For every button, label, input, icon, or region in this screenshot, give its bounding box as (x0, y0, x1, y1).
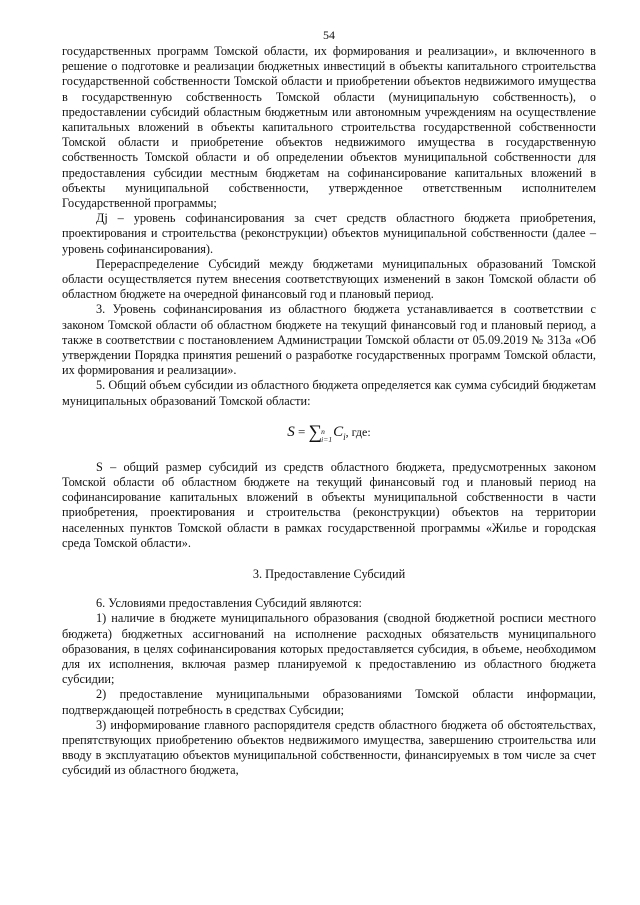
formula-upper-limit: n (321, 426, 325, 436)
formula-term-subscript: i (343, 431, 346, 442)
formula-lower-limit: i=1 (321, 434, 333, 444)
formula-equals: = (298, 423, 306, 439)
paragraph: 6. Условиями предоставления Субсидий являются: (96, 596, 362, 611)
section-title: 3. Предоставление Субсидий (252, 567, 406, 582)
paragraph: 5. Общий объем субсидии из областного бюджета определяется как сумма субсидий бюджетам муниципальных образований Томской области: (62, 378, 596, 408)
formula-lhs: S (287, 423, 295, 440)
formula-tail: , где: (345, 424, 371, 439)
formula-limits (321, 428, 332, 444)
formula-sigma: ∑ (308, 421, 323, 443)
paragraph: 3. Уровень софинансирования из областного бюджета устанавливается в соответствии с законом Томской области об областном бюджете на текущий финансовый год и плановый период, а также в соответствии с постановлением Администрации Томской области от 05.09.2019 № 313а «Об утверждении Порядка принятия решений о разработке государственных программ Томской области, их формирования и реализации». (62, 302, 596, 378)
paragraph: государственных программ Томской области, их формирования и реализации», и включенного в решение о подготовке и реализации бюджетных инвестиций в объекты капитального строительства государственной собственности Томской области и приобретении объектов недвижимого имущества в государственную собственность Томской области (муниципальную собственность), о предоставлении субсидий областным бюджетным или автономным учреждениям на осуществление капитальных вложений в объекты капитального строительства государственной собственности Томской области и приобретение объектов недвижимого имущества в государственную собственность Томской области и об определении объектов муниципальной собственности для предоставления субсидии местным бюджетам на софинансирование капитальных вложений в объекты муниципальной собственности, утвержденное ответственным исполнителем Государственной программы; (62, 44, 596, 211)
document-body (62, 44, 596, 779)
sum-formula (62, 421, 596, 448)
paragraph: 1) наличие в бюджете муниципального образования (сводной бюджетной росписи местного бюджета) бюджетных ассигнований на исполнение расходных обязательств муниципального образования, в целях софинансирования которых предоставляется субсидия, в объеме, необходимом для их исполнения, включая размер планируемой к предоставлению из областного бюджета субсидии; (62, 611, 596, 687)
paragraph: Дj – уровень софинансирования за счет средств областного бюджета приобретения, проектирования и строительства (реконструкции) объектов муниципальной собственности (далее – уровень софинансирования). (62, 211, 596, 256)
paragraph: 3) информирование главного распорядителя средств областного бюджета об обстоятельствах, препятствующих приобретению объектов недвижимого имущества, завершению строительства или вводу в эксплуатацию объектов муниципальной собственности, финансируемых в том числе за счет субсидий из областного бюджета, (62, 717, 596, 778)
page-number: 54 (323, 28, 335, 42)
paragraph: 2) предоставление муниципальными образованиями Томской области информации, подтверждающей потребность в средствах Субсидии; (62, 687, 596, 717)
paragraph: S – общий размер субсидий из средств областного бюджета, предусмотренных законом Томской области об областном бюджете на текущий финансовый год и плановый период на софинансирование капитальных вложений в объекты муниципальной собственности в части приобретения, проектирования и строительства (реконструкции) объектов на территории населенных пунктов Томской области в рамках государственной программы «Жилье и городская среда Томской области». (62, 459, 596, 550)
formula-term: C (333, 423, 344, 440)
paragraph: Перераспределение Субсидий между бюджетами муниципальных образований Томской области осуществляется путем внесения соответствующих изменений в закон Томской области об областном бюджете на очередной финансовый год и плановый период. (62, 256, 596, 302)
